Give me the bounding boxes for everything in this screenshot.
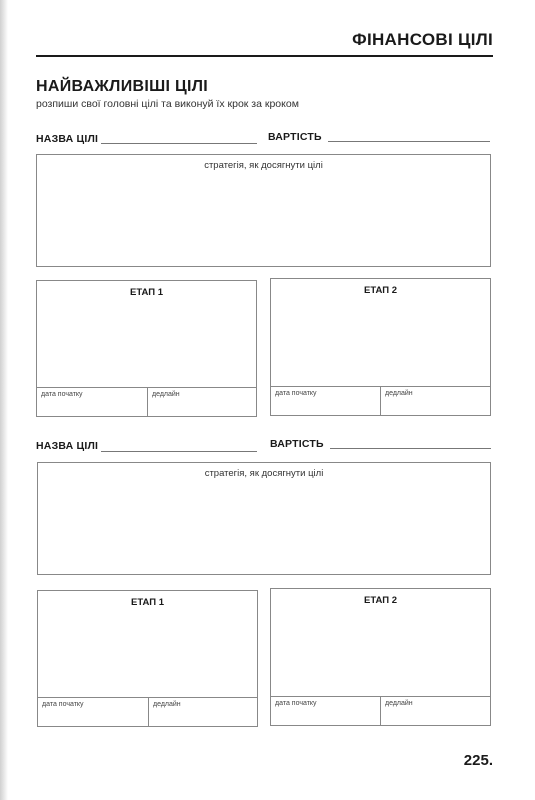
start-date-field[interactable] [38,697,148,727]
deadline-label: дедлайн [153,701,181,708]
deadline-label: дедлайн [385,390,413,397]
stage-title: ЕТАП 1 [130,597,165,608]
deadline-field[interactable] [380,386,490,416]
start-date-label: дата початку [41,391,83,398]
goal-cost-field[interactable] [330,448,491,449]
stage-box-1[interactable] [36,280,257,417]
stage-title: ЕТАП 1 [129,287,164,298]
stage-title: ЕТАП 2 [363,285,398,296]
stage-box-1[interactable] [37,590,258,727]
goal-cost-label: ВАРТІСТЬ [268,131,322,143]
strategy-box[interactable] [37,462,491,575]
start-date-label: дата початку [275,700,317,707]
goal-cost-label: ВАРТІСТЬ [270,438,324,450]
deadline-field[interactable] [380,696,490,726]
strategy-box[interactable] [36,154,491,267]
goal-cost-field[interactable] [328,141,490,142]
deadline-label: дедлайн [152,391,180,398]
start-date-field[interactable] [271,696,380,726]
goal-name-label: НАЗВА ЦІЛІ [36,440,99,452]
start-date-field[interactable] [37,387,147,417]
start-date-label: дата початку [275,390,317,397]
stage-box-2[interactable] [270,588,491,726]
start-date-field[interactable] [271,386,380,416]
start-date-label: дата початку [42,701,84,708]
page-number: 225. [463,752,493,769]
stage-title: ЕТАП 2 [363,595,398,606]
section-title: ФІНАНСОВІ ЦІЛІ [352,30,493,49]
goal-name-field[interactable] [101,451,257,452]
strategy-label: стратегія, як досягнути цілі [204,468,324,479]
stage-box-2[interactable] [270,278,491,416]
page-subtitle: розпиши свої головні цілі та виконуй їх крок за кроком [36,98,299,110]
deadline-field[interactable] [148,697,257,727]
strategy-label: стратегія, як досягнути цілі [204,160,323,171]
goal-name-field[interactable] [101,143,257,144]
page-edge-shadow [0,0,8,800]
deadline-field[interactable] [147,387,256,417]
goal-name-label: НАЗВА ЦІЛІ [36,133,99,145]
header-divider [36,55,493,57]
page-title: НАЙВАЖЛИВІШІ ЦІЛІ [36,78,208,95]
deadline-label: дедлайн [385,700,413,707]
